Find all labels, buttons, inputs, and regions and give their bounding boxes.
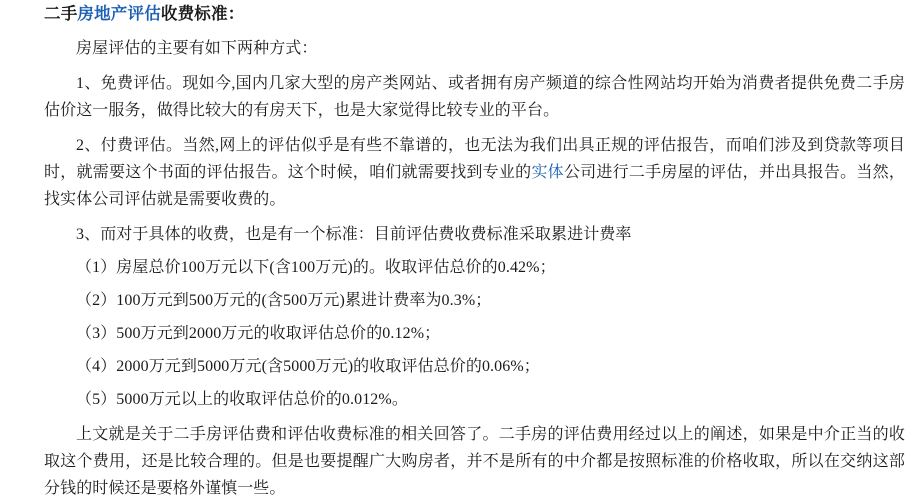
- page-title-lead: 二手: [44, 4, 78, 23]
- fee-item-4: （4）2000万元到5000万元(含5000万元)的收取评估总价的0.06%；: [76, 357, 540, 375]
- fee-item-1: （1）房屋总价100万元以下(含100万元)的。收取评估总价的0.42%；: [76, 258, 556, 276]
- page-title-trail: 收费标准：: [160, 4, 245, 23]
- page-title-accent: 房地产评估: [77, 4, 161, 23]
- fee-item-5: （5）5000万元以上的收取评估总价的0.012%。: [76, 390, 408, 408]
- intro-paragraph: 房屋评估的主要有如下两种方式：: [76, 39, 318, 57]
- free-appraisal-paragraph: 1、免费评估。现如今,国内几家大型的房产类网站、或者拥有房产频道的综合性网站均开始为消费者提供免费二手房估价这一服务，做得比较大的有房天下，也是大家觉得比较专业的平台。: [44, 74, 905, 119]
- paid-appraisal-text-pre: 2、付费评估。当然,网上的评估似乎是有些不靠谱的，也无法为我们出具正规的评估报告，而咱们涉及到贷款等项目时，就需要这个书面的评估报告。这个时候，咱们就需要找到专业的: [44, 136, 905, 181]
- conclusion-paragraph: 上文就是关于二手房评估费和评估收费标准的相关回答了。二手房的评估费用经过以上的阐述，如果是中介正当的收取这个费用，还是比较合理的。但是也要提醒广大购房者，并不是所有的中介都是按照标准的价格收取，所以在交纳这部分钱的时候还是要格外谨慎一些。: [44, 425, 905, 497]
- paid-appraisal-paragraph: [44, 124, 905, 213]
- fee-item-3: （3）500万元到2000万元的收取评估总价的0.12%；: [76, 324, 441, 342]
- entity-company-link[interactable]: 实体: [531, 163, 564, 181]
- page-title: [44, 0, 905, 27]
- fee-item-2: （2）100万元到500万元的(含500万元)累进计费率为0.3%；: [76, 291, 492, 309]
- fee-standard-paragraph: 3、而对于具体的收费，也是有一个标准：目前评估费收费标准采取累进计费率: [76, 225, 632, 243]
- paid-appraisal-text-post: 公司进行二手房屋的评估，并出具报告。当然，找实体公司评估就是需要收费的。: [44, 163, 905, 208]
